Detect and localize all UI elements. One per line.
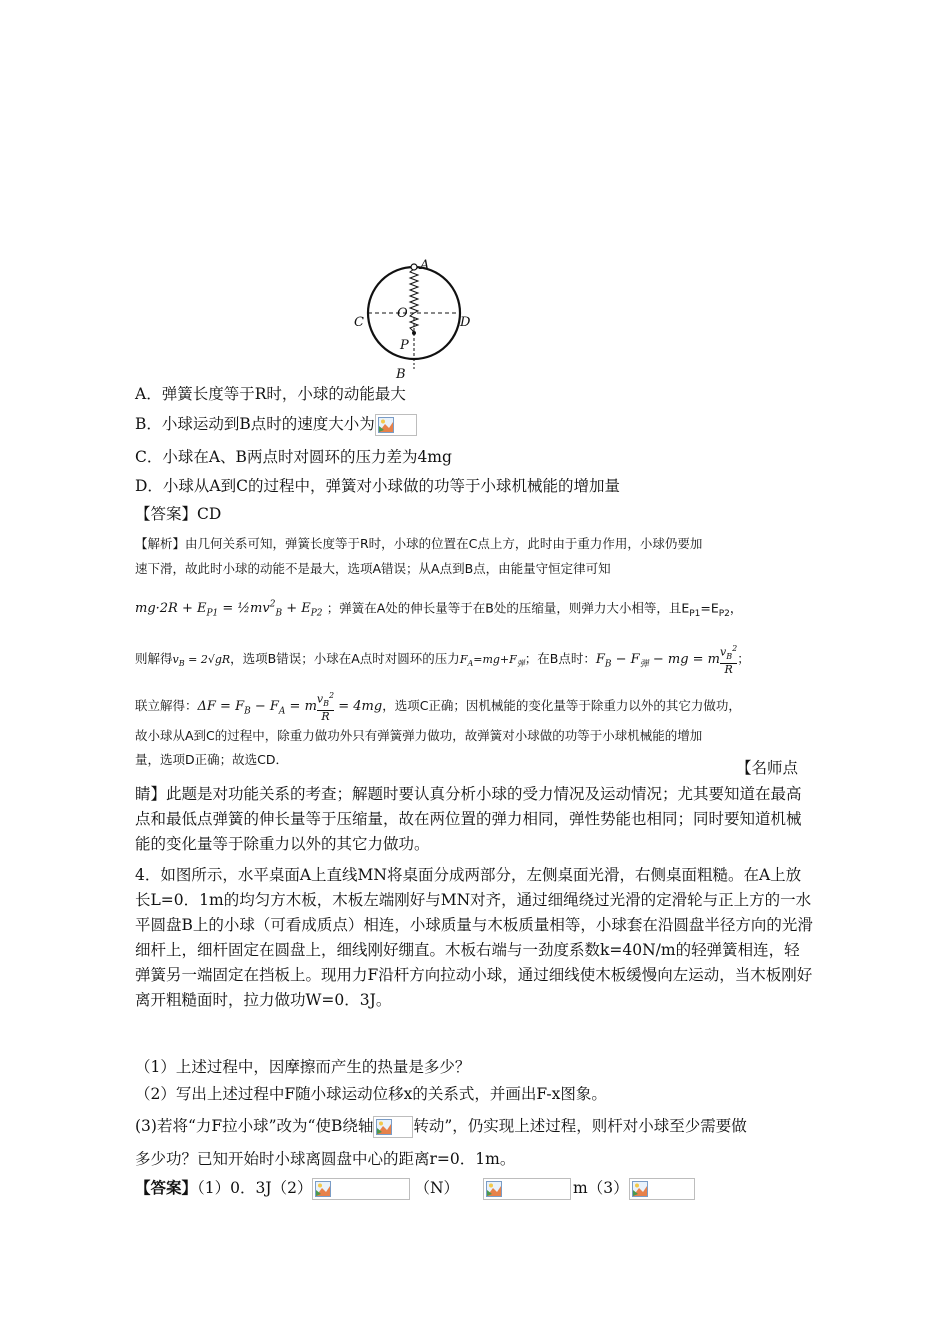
analysis-line-3: $mg\cdot 2R + E_{P1}$ = $\frac{1}{2}mv^2_B + E_{P2}$ ；弹簧在A处的伸长量等于在B处的压缩量，则弹力大小相等，且$E_{P1}=E_{P2}$，: [135, 600, 743, 619]
broken-image-icon: [629, 1178, 695, 1200]
analysis-line-6: 故小球从A到C的过程中，除重力做功外只有弹簧弹力做功，故弹簧对小球做的功等于小球机械能的增加: [135, 728, 703, 743]
analysis-line-7: 量，选项D正确；故选CD．: [135, 752, 288, 767]
question-4-part-3: (3)若将“力F拉小球”改为“使B绕轴 转动”，仍实现上述过程，则杆对小球至少需要做: [135, 1115, 747, 1138]
label-o: O: [397, 306, 408, 321]
label-a: A: [420, 258, 430, 273]
energy-formula: $mg\cdot 2R + E_{P1}$ = $\frac{1}{2}mv^2_B + E_{P2}$: [135, 600, 323, 619]
broken-image-icon: [483, 1178, 571, 1200]
force-a-formula: $F_A=mg+F_弹$: [459, 652, 525, 669]
label-b: B: [396, 367, 406, 382]
force-b-formula: $F_B - F_弹$ − mg = m $\frac{v_B^2}{R}$: [595, 644, 738, 676]
option-b: [135, 413, 417, 436]
analysis-line-5: 联立解得：$\Delta F = F_B - F_A = m$ $\frac{v_B^2}{R}$ = 4mg，选项C正确；因机械能的变化量等于除重力以外的其它力做功，: [135, 691, 741, 723]
broken-image-icon: [373, 1116, 413, 1138]
answer-4: 【答案】（1）0．3J（2） （N） m（3）: [135, 1177, 695, 1200]
broken-image-icon: [312, 1178, 410, 1200]
answer-1: 【答案】CD: [135, 505, 222, 523]
option-c: C．小球在A、B两点时对圆环的压力差为4mg: [135, 448, 452, 466]
label-c: C: [354, 315, 364, 330]
option-d: D．小球从A到C的过程中，弹簧对小球做的功等于小球机械能的增加量: [135, 477, 620, 495]
delta-f-formula: $\Delta F = F_B - F_A = m$ $\frac{v_B^2}{R}$ = 4mg: [197, 691, 383, 723]
comment-body: 睛】此题是对功能关系的考查；解题时要认真分析小球的受力情况及运动情况；尤其要知道在最高点和最低点弹簧的伸长量等于压缩量，故在两位置的弹力相同，弹性势能也相同；同时要知道机械能的变化量等于除重力以外的其它力做功。: [135, 785, 802, 853]
option-b-text: B．小球运动到B点时的速度大小为: [135, 415, 375, 433]
option-a: A．弹簧长度等于R时，小球的动能最大: [135, 385, 406, 403]
analysis-line-2: 速下滑，故此时小球的动能不是最大，选项A错误；从A点到B点，由能量守恒定律可知: [135, 561, 611, 576]
analysis-line-4: 则解得$v_B = 2√gR$，选项B错误；小球在A点时对圆环的压力$F_A=mg+F_弹$；在B点时：$F_B - F_弹$ − mg = m $\frac{v_B^2}{R}$ ；: [135, 644, 750, 676]
question-4-text: 4．如图所示，水平桌面A上直线MN将桌面分成两部分，左侧桌面光滑，右侧桌面粗糙。在A上放长L=0．1m的均匀方木板，木板左端刚好与MN对齐，通过细绳绕过光滑的定滑轮与正上方的一水平圆盘B上的小球（可看成质点）相连，小球质量与木板质量相等，小球套在沿圆盘半径方向的光滑细杆上，细杆固定在圆盘上，细线刚好绷直。木板右端与一劲度系数k=40N/m的轻弹簧相连，轻弹簧另一端固定在挡板上。现用力F沿杆方向拉动小球，通过细线使木板缓慢向左运动，当木板刚好离开粗糙面时，拉力做功W=0．3J。: [135, 866, 813, 1009]
broken-image-icon: [375, 414, 417, 436]
circle-spring-diagram: [340, 258, 490, 388]
label-d: D: [460, 315, 471, 330]
label-p: P: [400, 338, 409, 353]
question-4-part-2: （2）写出上述过程中F随小球运动位移x的关系式，并画出F-x图象。: [135, 1085, 607, 1103]
analysis-line-1: 【解析】由几何关系可知，弹簧长度等于R时，小球的位置在C点上方，此时由于重力作用，小球仍要加: [135, 536, 703, 551]
question-4-part-1: （1）上述过程中，因摩擦而产生的热量是多少？: [135, 1058, 471, 1076]
velocity-formula: $v_B = 2√gR$: [172, 652, 231, 669]
question-4-part-3-cont: 多少功？已知开始时小球离圆盘中心的距离r=0．1m。: [135, 1150, 516, 1168]
comment-head: 【名师点: [736, 759, 799, 777]
